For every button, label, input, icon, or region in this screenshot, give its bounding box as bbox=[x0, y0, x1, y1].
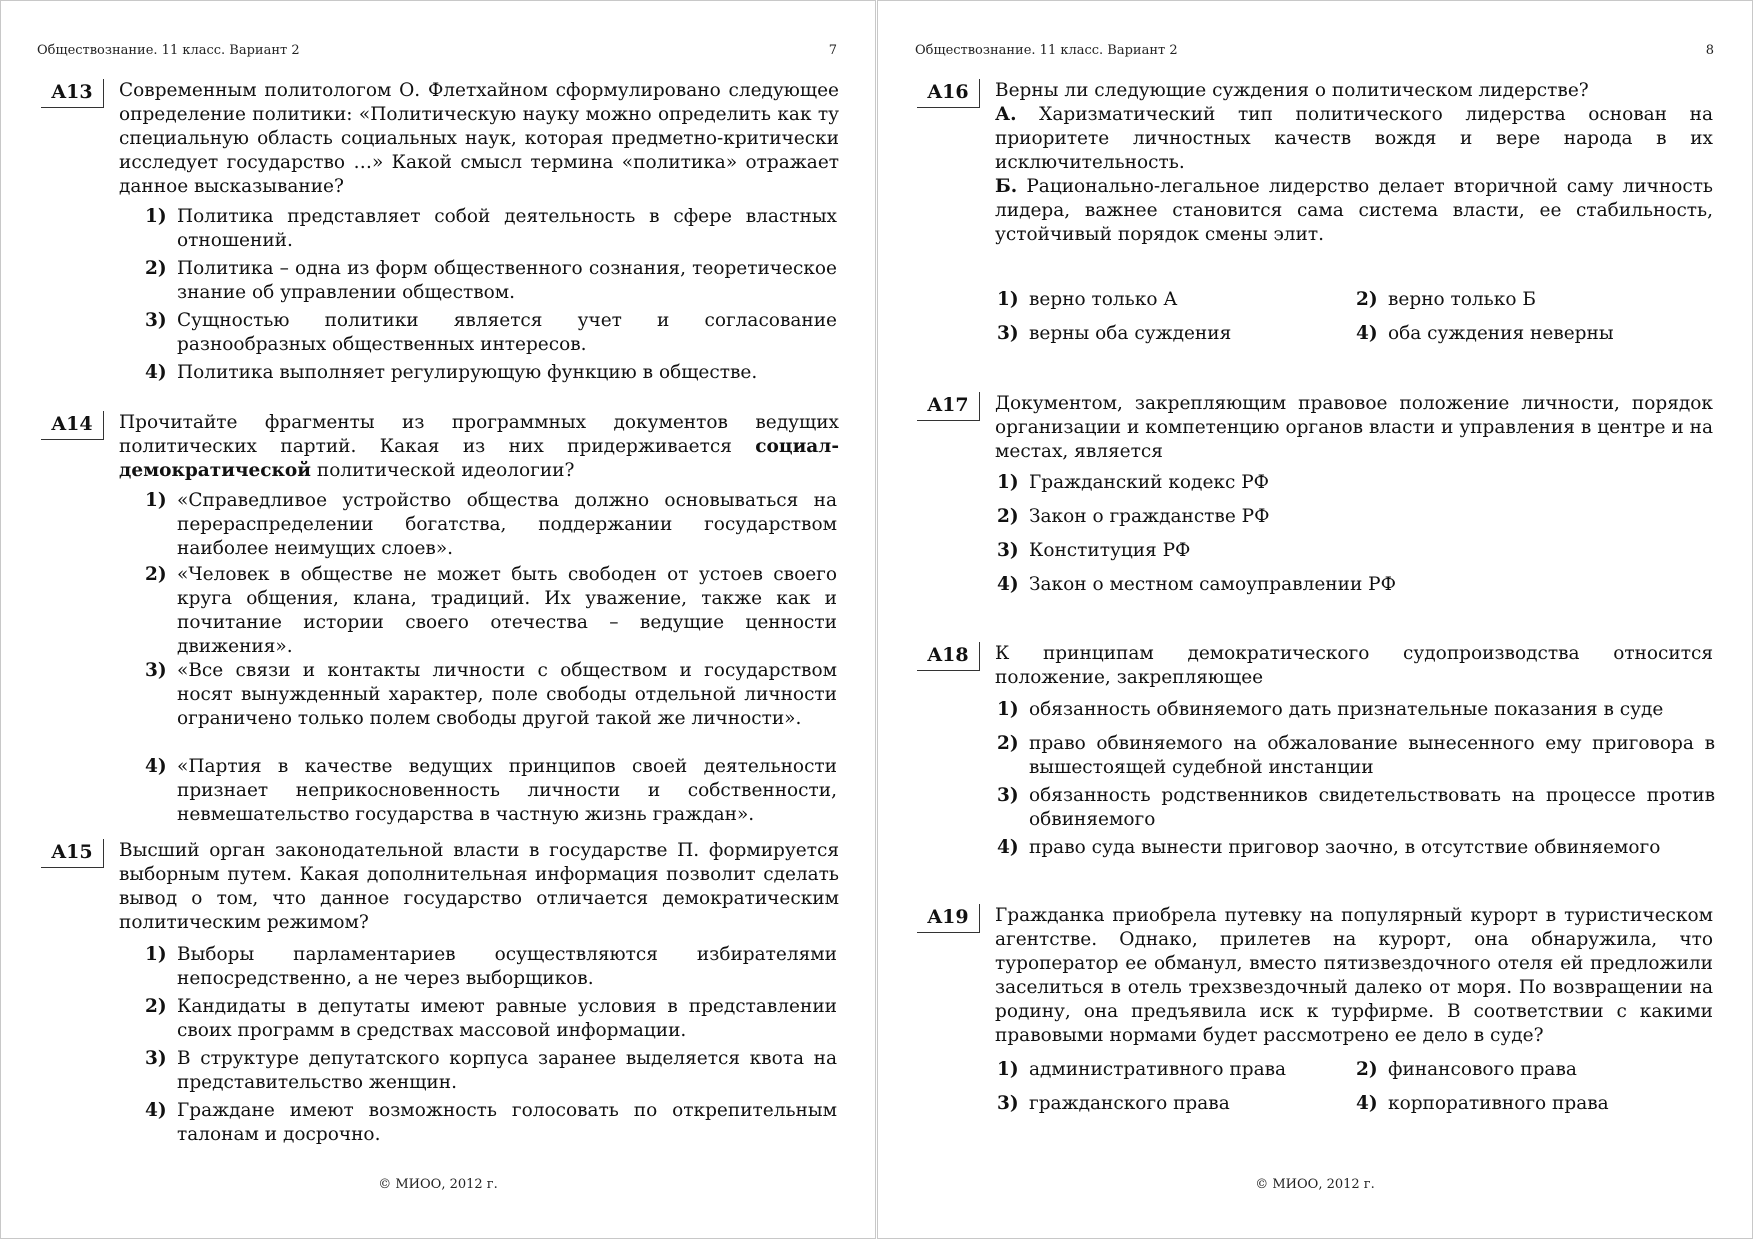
question-id: A19 bbox=[917, 904, 980, 933]
option-number: 4) bbox=[1356, 1093, 1378, 1114]
answer-option-4 bbox=[145, 361, 837, 385]
question-a17 bbox=[917, 392, 1714, 602]
option-text: Кандидаты в депутаты имеют равные условия в представлении своих программ в средствах массовой информации. bbox=[177, 996, 837, 1041]
option-number: 1) bbox=[997, 472, 1019, 493]
answer-option-1 bbox=[145, 205, 837, 253]
option-number: 1) bbox=[145, 490, 167, 511]
option-number: 4) bbox=[1356, 323, 1378, 344]
option-number: 1) bbox=[997, 699, 1019, 720]
answer-option-2 bbox=[1356, 1058, 1686, 1082]
page-7 bbox=[0, 0, 876, 1239]
option-text: Сущностью политики является учет и согласование разнообразных общественных интересов. bbox=[177, 310, 837, 355]
answer-option-1 bbox=[997, 1058, 1327, 1082]
question-a16 bbox=[917, 79, 1714, 349]
answer-option-4 bbox=[997, 573, 1697, 597]
option-text: верно только А bbox=[1029, 289, 1178, 310]
answer-option-4 bbox=[145, 755, 837, 827]
option-number: 3) bbox=[997, 540, 1019, 561]
statement-a-text: Харизматический тип политического лидерства основан на приоритете личностных качеств вождя и вере народа в их исключительность. bbox=[995, 104, 1713, 173]
option-text: «Все связи и контакты личности с обществом и государством носят вынужденный характер, поле свободы отдельной личности ограничено только полем свободы другой такой же личности». bbox=[177, 660, 837, 729]
question-text: Гражданка приобрела путевку на популярный курорт в туристическом агентстве. Однако, прилетев на курорт, она обнаружила, что туроператор ее обманул, вместо пятизвездочного отеля ей предложили заселиться в отель трехзвездочный далеко от моря. По возвращении на родину, она предъявила иск к турфирме. В соответствии с какими правовыми нормами будет рассмотрено ее дело в суде? bbox=[995, 905, 1713, 1046]
question-a14 bbox=[41, 411, 839, 825]
question-text: К принципам демократического судопроизводства относится положение, закрепляющее bbox=[995, 643, 1713, 688]
page-footer: © МИОО, 2012 г. bbox=[378, 1177, 498, 1192]
answer-option-3 bbox=[145, 1047, 837, 1095]
option-number: 4) bbox=[145, 756, 167, 777]
answer-option-3 bbox=[145, 309, 837, 357]
option-number: 1) bbox=[997, 1059, 1019, 1080]
answer-option-2 bbox=[997, 505, 1697, 529]
answer-option-2 bbox=[997, 732, 1715, 780]
option-text: Закон о гражданстве РФ bbox=[1029, 506, 1270, 527]
option-number: 1) bbox=[997, 289, 1019, 310]
option-number: 3) bbox=[145, 310, 167, 331]
option-text: право обвиняемого на обжалование вынесенного ему приговора в вышестоящей судебной инстанции bbox=[1029, 733, 1715, 778]
answer-option-2 bbox=[145, 257, 837, 305]
option-text: Политика – одна из форм общественного сознания, теоретическое знание об управлении обществом. bbox=[177, 258, 837, 303]
option-text: Гражданский кодекс РФ bbox=[1029, 472, 1270, 493]
question-text: Современным политологом О. Флетхайном сформулировано следующее определение политики: «Политическую науку можно определить как ту специальную область социальных наук, которая предметно-критически исследует государство …» Какой смысл термина «политика» отражает данное высказывание? bbox=[119, 80, 839, 197]
question-text bbox=[119, 411, 839, 483]
answer-option-2 bbox=[1356, 288, 1686, 312]
question-id: A18 bbox=[917, 642, 980, 671]
option-number: 4) bbox=[145, 362, 167, 383]
question-text-end: политической идеологии? bbox=[310, 460, 575, 481]
option-number: 3) bbox=[997, 323, 1019, 344]
answer-option-4 bbox=[1356, 322, 1686, 346]
option-text: Закон о местном самоуправлении РФ bbox=[1029, 574, 1396, 595]
option-text: «Справедливое устройство общества должно основываться на перераспределении богатства, поддержании государством наиболее неимущих слоев». bbox=[177, 490, 837, 559]
question-lead: Верны ли следующие суждения о политическом лидерстве? bbox=[995, 80, 1589, 101]
option-number: 2) bbox=[145, 996, 167, 1017]
answer-option-3 bbox=[997, 322, 1327, 346]
question-text bbox=[995, 79, 1713, 247]
option-number: 2) bbox=[1356, 289, 1378, 310]
question-text: Документом, закрепляющим правовое положение личности, порядок организации и компетенцию органов власти и управления в центре и на местах, является bbox=[995, 393, 1713, 462]
option-text: административного права bbox=[1029, 1059, 1287, 1080]
question-id: A15 bbox=[41, 839, 104, 868]
option-text: Конституция РФ bbox=[1029, 540, 1191, 561]
answer-option-4 bbox=[145, 1099, 837, 1147]
statement-a bbox=[995, 103, 1713, 175]
option-text: корпоративного права bbox=[1388, 1093, 1609, 1114]
option-text: Граждане имеют возможность голосовать по открепительным талонам и досрочно. bbox=[177, 1100, 837, 1145]
option-number: 4) bbox=[997, 574, 1019, 595]
page-8 bbox=[877, 0, 1753, 1239]
option-number: 3) bbox=[997, 1093, 1019, 1114]
answer-option-1 bbox=[997, 288, 1327, 312]
answer-option-2 bbox=[145, 563, 837, 659]
option-number: 2) bbox=[997, 506, 1019, 527]
question-text: Высший орган законодательной власти в государстве П. формируется выборным путем. Какая дополнительная информация позволит сделать вывод о том, что данное государство отличается демократическим политическим режимом? bbox=[119, 840, 839, 933]
page-header-title: Обществознание. 11 класс. Вариант 2 bbox=[915, 43, 1178, 58]
statement-b bbox=[995, 175, 1713, 247]
answer-option-3 bbox=[997, 539, 1697, 563]
answer-option-4 bbox=[997, 836, 1715, 860]
option-number: 1) bbox=[145, 206, 167, 227]
answer-option-2 bbox=[145, 995, 837, 1043]
option-number: 4) bbox=[145, 1100, 167, 1121]
option-number: 2) bbox=[145, 258, 167, 279]
page-number: 8 bbox=[1705, 43, 1714, 58]
answer-option-4 bbox=[1356, 1092, 1686, 1116]
option-number: 2) bbox=[997, 733, 1019, 754]
statement-a-label: А. bbox=[995, 104, 1017, 125]
question-a18 bbox=[917, 642, 1714, 882]
option-text: гражданского права bbox=[1029, 1093, 1230, 1114]
option-text: «Человек в обществе не может быть свободен от устоев своего круга общения, клана, традиций. Их уважение, также как и почитание истории своего отечества – ведущие ценности движения». bbox=[177, 564, 837, 657]
answer-option-3 bbox=[145, 659, 837, 731]
answer-option-1 bbox=[997, 698, 1715, 722]
question-text-start: Прочитайте фрагменты из программных документов ведущих политических партий. Какая из них придерживается bbox=[119, 412, 839, 457]
page-footer: © МИОО, 2012 г. bbox=[1255, 1177, 1375, 1192]
option-text: верно только Б bbox=[1388, 289, 1536, 310]
option-number: 4) bbox=[997, 837, 1019, 858]
option-text: оба суждения неверны bbox=[1388, 323, 1614, 344]
option-text: финансового права bbox=[1388, 1059, 1577, 1080]
question-text-emphasis: социал-демократической bbox=[119, 436, 839, 481]
option-number: 1) bbox=[145, 944, 167, 965]
question-a13 bbox=[41, 79, 839, 389]
option-text: Политика представляет собой деятельность в сфере властных отношений. bbox=[177, 206, 837, 251]
option-text: В структуре депутатского корпуса заранее выделяется квота на представительство женщин. bbox=[177, 1048, 837, 1093]
option-text: верны оба суждения bbox=[1029, 323, 1232, 344]
answer-option-1 bbox=[997, 471, 1697, 495]
question-id: A14 bbox=[41, 411, 104, 440]
answer-option-1 bbox=[145, 943, 837, 991]
question-id: A17 bbox=[917, 392, 980, 421]
option-text: Выборы парламентариев осуществляются избирателями непосредственно, а не через выборщиков. bbox=[177, 944, 837, 989]
question-id: A13 bbox=[41, 79, 104, 108]
answer-option-1 bbox=[145, 489, 837, 561]
answer-option-3 bbox=[997, 784, 1715, 832]
option-number: 2) bbox=[1356, 1059, 1378, 1080]
page-number: 7 bbox=[828, 43, 837, 58]
option-text: Политика выполняет регулирующую функцию в обществе. bbox=[177, 362, 758, 383]
page-header-title: Обществознание. 11 класс. Вариант 2 bbox=[37, 43, 300, 58]
question-a15 bbox=[41, 839, 839, 1149]
option-number: 2) bbox=[145, 564, 167, 585]
question-id: A16 bbox=[917, 79, 980, 108]
statement-b-label: Б. bbox=[995, 176, 1018, 197]
option-text: «Партия в качестве ведущих принципов своей деятельности признает неприкосновенность личности и собственности, невмешательство государства в частную жизнь граждан». bbox=[177, 756, 837, 825]
question-a19 bbox=[917, 904, 1714, 1134]
statement-b-text: Рационально-легальное лидерство делает вторичной саму личность лидера, важнее становится сама система власти, ее стабильность, устойчивый порядок смены элит. bbox=[995, 176, 1713, 245]
option-number: 3) bbox=[997, 785, 1019, 806]
option-number: 3) bbox=[145, 660, 167, 681]
answer-option-3 bbox=[997, 1092, 1327, 1116]
option-text: право суда вынести приговор заочно, в отсутствие обвиняемого bbox=[1029, 837, 1661, 858]
option-text: обязанность родственников свидетельствовать на процессе против обвиняемого bbox=[1029, 785, 1715, 830]
option-text: обязанность обвиняемого дать признательные показания в суде bbox=[1029, 699, 1664, 720]
option-number: 3) bbox=[145, 1048, 167, 1069]
